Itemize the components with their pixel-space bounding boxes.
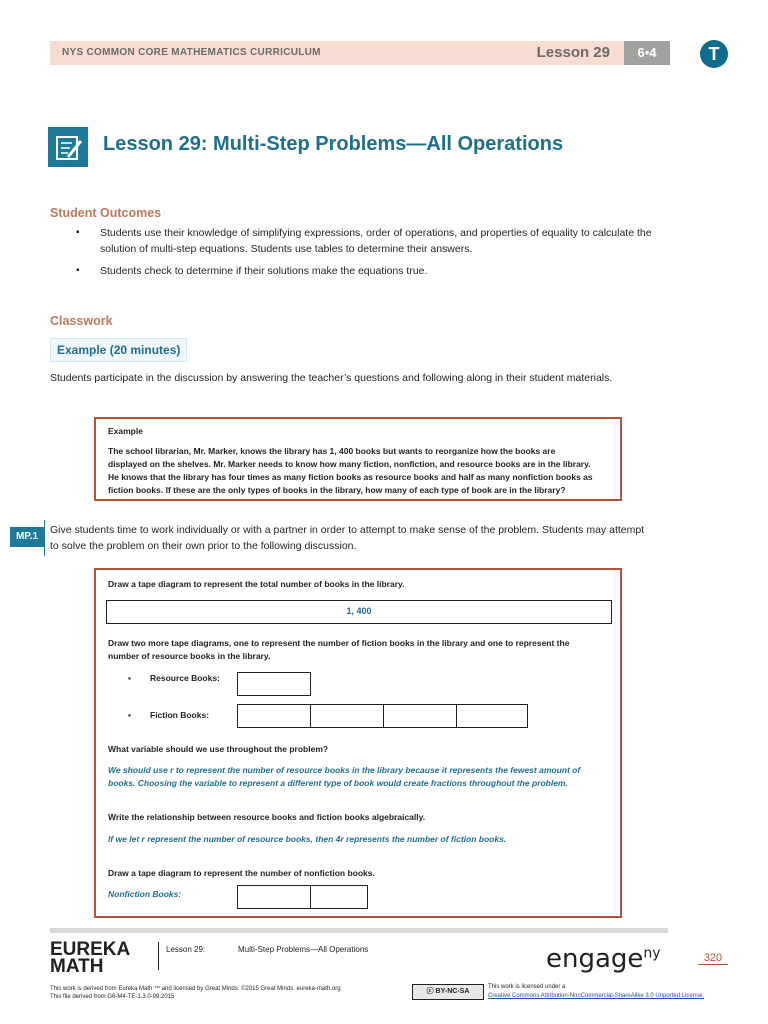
mp1-paragraph: Give students time to work individually or with a partner in order to attempt to make sense of the problem. Students may attempt to solve the problem on their own prior to the following discussion.: [50, 524, 645, 552]
footer-topic: Multi-Step Problems—All Operations: [238, 945, 369, 954]
page-title: Lesson 29: Multi-Step Problems—All Operations: [103, 133, 564, 155]
answer-variable-cont: books. Choosing the variable to represent a different type of book would create fractions throughout the problem.: [108, 778, 568, 788]
license-line: This work is licensed under a: [488, 984, 566, 990]
fiction-books-label: Fiction Books:: [150, 710, 210, 720]
logo-text: engage: [546, 944, 644, 974]
work-box: [94, 568, 622, 918]
bullet-icon: ▪: [76, 265, 80, 276]
header-bar: [50, 41, 670, 65]
fiction-tape-cell: [456, 704, 528, 728]
nonfiction-books-label: Nonfiction Books:: [108, 889, 182, 899]
nonfiction-tape-cell: [310, 885, 368, 909]
footer-lesson: Lesson 29:: [166, 945, 206, 954]
example-line: He knows that the library has four times as many fiction books as resource books and half as many nonfiction books as: [108, 472, 593, 482]
page-number: 320: [698, 952, 728, 965]
question-relationship: Write the relationship between resource books and fiction books algebraically.: [108, 812, 426, 822]
fiction-tape-cell: [383, 704, 457, 728]
prompt-two-tapes: Draw two more tape diagrams, one to represent the number of fiction books in the library and one to represent the: [108, 638, 570, 648]
mp1-bracket: [44, 520, 48, 556]
bullet-icon: ▪: [128, 710, 132, 720]
nonfiction-tape-cell: [237, 885, 311, 909]
resource-tape-cell: [237, 672, 311, 696]
answer-relationship: If we let r represent the number of resource books, then 4r represents the number of fiction books.: [108, 834, 507, 844]
total-value: 1, 400: [346, 606, 372, 616]
header-lesson: Lesson 29: [536, 44, 610, 61]
credit-line: This file derived from G6-M4-TE-1.3.0-09.2015: [50, 994, 175, 1000]
example-label: Example (20 minutes): [50, 338, 187, 362]
engage-ny-logo: [546, 944, 661, 974]
example-line: displayed on the shelves. Mr. Marker needs to know how many fiction, nonfiction, and resource books are in the library.: [108, 459, 591, 469]
fiction-tape-cell: [310, 704, 384, 728]
cc-badge-text: BY-NC-SA: [435, 988, 470, 995]
cc-license-badge: [412, 984, 484, 1000]
prompt-two-tapes-cont: number of resource books in the library.: [108, 651, 271, 661]
prompt-nonfiction-tape: Draw a tape diagram to represent the number of nonfiction books.: [108, 868, 375, 878]
credit-line: This work is derived from Eureka Math ™ and licensed by Great Minds. ©2015 Great Minds. eureka-math.org: [50, 986, 341, 992]
grade-module: 6•4: [624, 41, 670, 65]
bullet-icon: ▪: [76, 227, 80, 238]
bullet-icon: ▪: [128, 673, 132, 683]
mp1-tag: MP.1: [10, 527, 44, 547]
resource-books-label: Resource Books:: [150, 673, 220, 683]
logo-line: EUREKA: [50, 939, 131, 960]
answer-variable: We should use r to represent the number of resource books in the library because it represents the fewest amount of: [108, 765, 581, 775]
example-line: fiction books. If these are the only types of books in the library, how many of each type of book are in the library?: [108, 485, 566, 495]
outcomes-heading: Student Outcomes: [50, 206, 162, 220]
question-variable: What variable should we use throughout the problem?: [108, 744, 329, 754]
prompt-total-tape: Draw a tape diagram to represent the total number of books in the library.: [108, 579, 405, 589]
cc-icon: ⓒ: [426, 988, 436, 995]
notebook-pencil-icon: [48, 127, 88, 167]
fiction-tape-cell: [237, 704, 311, 728]
classwork-heading: Classwork: [50, 314, 113, 328]
logo-sup: ny: [643, 945, 661, 962]
intro-paragraph: Students participate in the discussion by answering the teacher’s questions and following along in their student materials.: [50, 372, 613, 384]
eureka-math-logo: [50, 941, 130, 975]
curriculum-name: NYS COMMON CORE MATHEMATICS CURRICULUM: [62, 47, 321, 58]
example-line: The school librarian, Mr. Marker, knows the library has 1, 400 books but wants to reorganize how the books are: [108, 446, 556, 456]
total-tape-diagram: [106, 600, 612, 624]
footer-rule: [50, 928, 668, 933]
outcome-item: Students check to determine if their solutions make the equations true.: [100, 265, 428, 277]
logo-line: MATH: [50, 956, 104, 977]
footer-divider: [158, 942, 159, 970]
example-box-label: Example: [108, 426, 143, 436]
example-problem-box: [94, 417, 622, 501]
license-link[interactable]: Creative Commons Attribution-NonCommercial-ShareAlike 3.0 Unported License.: [488, 993, 705, 999]
teacher-badge: T: [700, 40, 728, 68]
outcome-item: Students use their knowledge of simplifying expressions, order of operations, and properties of equality to calculate the solution of multi-step equations. Students use tables to determine their answers.: [100, 227, 652, 255]
